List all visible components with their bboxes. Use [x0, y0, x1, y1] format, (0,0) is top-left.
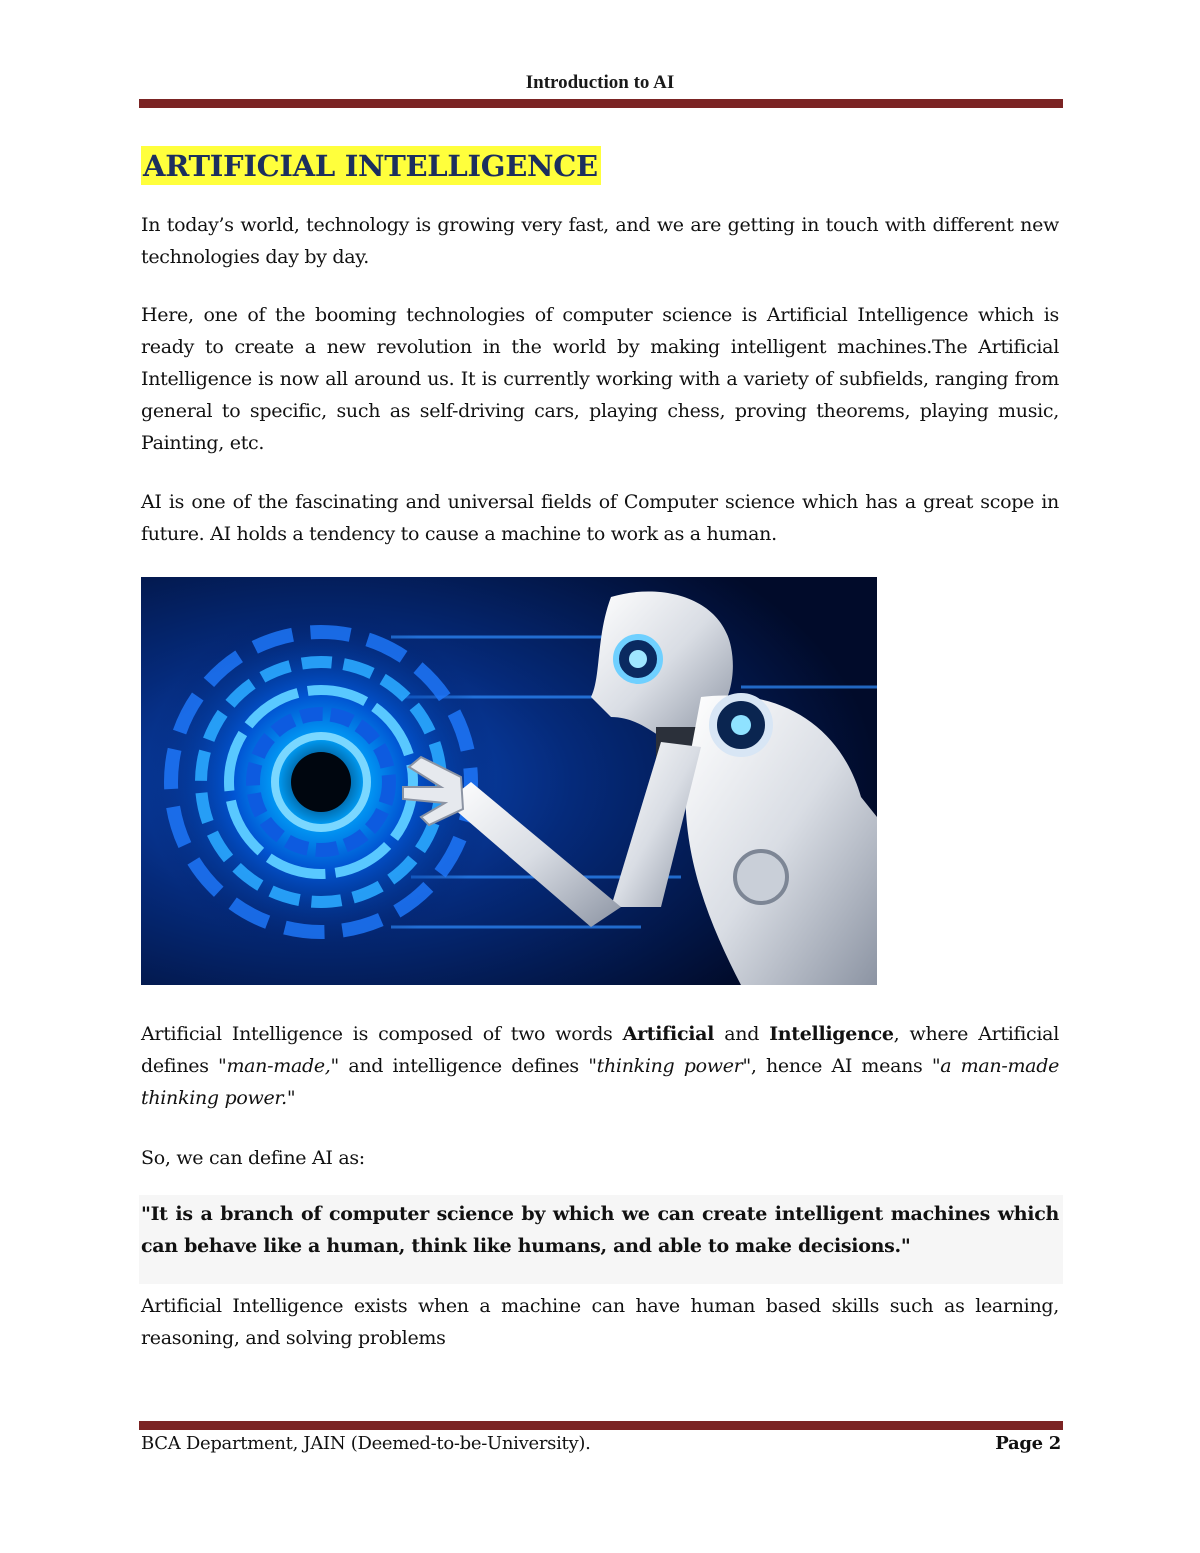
intro-paragraph: In today’s world, technology is growing very fast, and we are getting in touch with different new technologies day by day.	[141, 214, 1059, 268]
page-footer	[141, 1433, 1061, 1454]
define-lead-in: So, we can define AI as:	[141, 1147, 365, 1169]
ai-definition-quote: "It is a branch of computer science by which we can create intelligent machines which can behave like a human, think like humans, and able to make decisions."	[141, 1203, 1059, 1257]
term-artificial: Artificial	[622, 1023, 715, 1045]
term-intelligence: Intelligence	[769, 1023, 894, 1045]
running-header: Introduction to AI	[525, 72, 675, 93]
definition-paragraph	[141, 1018, 1059, 1114]
term-man-made-thinking-power: "a man-made thinking power."	[141, 1055, 1060, 1109]
ai-exists-paragraph: Artificial Intelligence exists when a machine can have human based skills such as learning, reasoning, and solving problems	[141, 1295, 1059, 1349]
definition-text-2: and	[714, 1023, 770, 1045]
definition-text-5: , hence AI means	[750, 1055, 932, 1077]
robot-illustration	[141, 577, 877, 985]
definition-text-3: , where Artificial defines	[141, 1023, 1059, 1077]
page-heading: ARTIFICIAL INTELLIGENCE	[141, 146, 601, 185]
definition-text-4: and intelligence defines	[338, 1055, 589, 1077]
term-thinking-power: "thinking power"	[588, 1055, 751, 1077]
booming-tech-paragraph: Here, one of the booming technologies of computer science is Artificial Intelligence which is ready to create a new revolution in the world by making intelligent machines.The Artificial Intelligence is now all around us. It is currently working with a variety of subfields, ranging from general to specific, such as self-driving cars, playing chess, proving theorems, playing music, Painting, etc.	[141, 304, 1059, 454]
footer-department: BCA Department, JAIN (Deemed-to-be-University).	[141, 1433, 591, 1454]
footer-rule	[139, 1421, 1063, 1430]
header-rule	[139, 99, 1063, 108]
definition-text-1: Artificial Intelligence is composed of two words	[141, 1023, 623, 1045]
scope-paragraph: AI is one of the fascinating and universal fields of Computer science which has a great scope in future. AI holds a tendency to cause a machine to work as a human.	[141, 491, 1059, 545]
page-number: Page 2	[995, 1433, 1061, 1454]
term-man-made: "man-made,"	[218, 1055, 339, 1077]
